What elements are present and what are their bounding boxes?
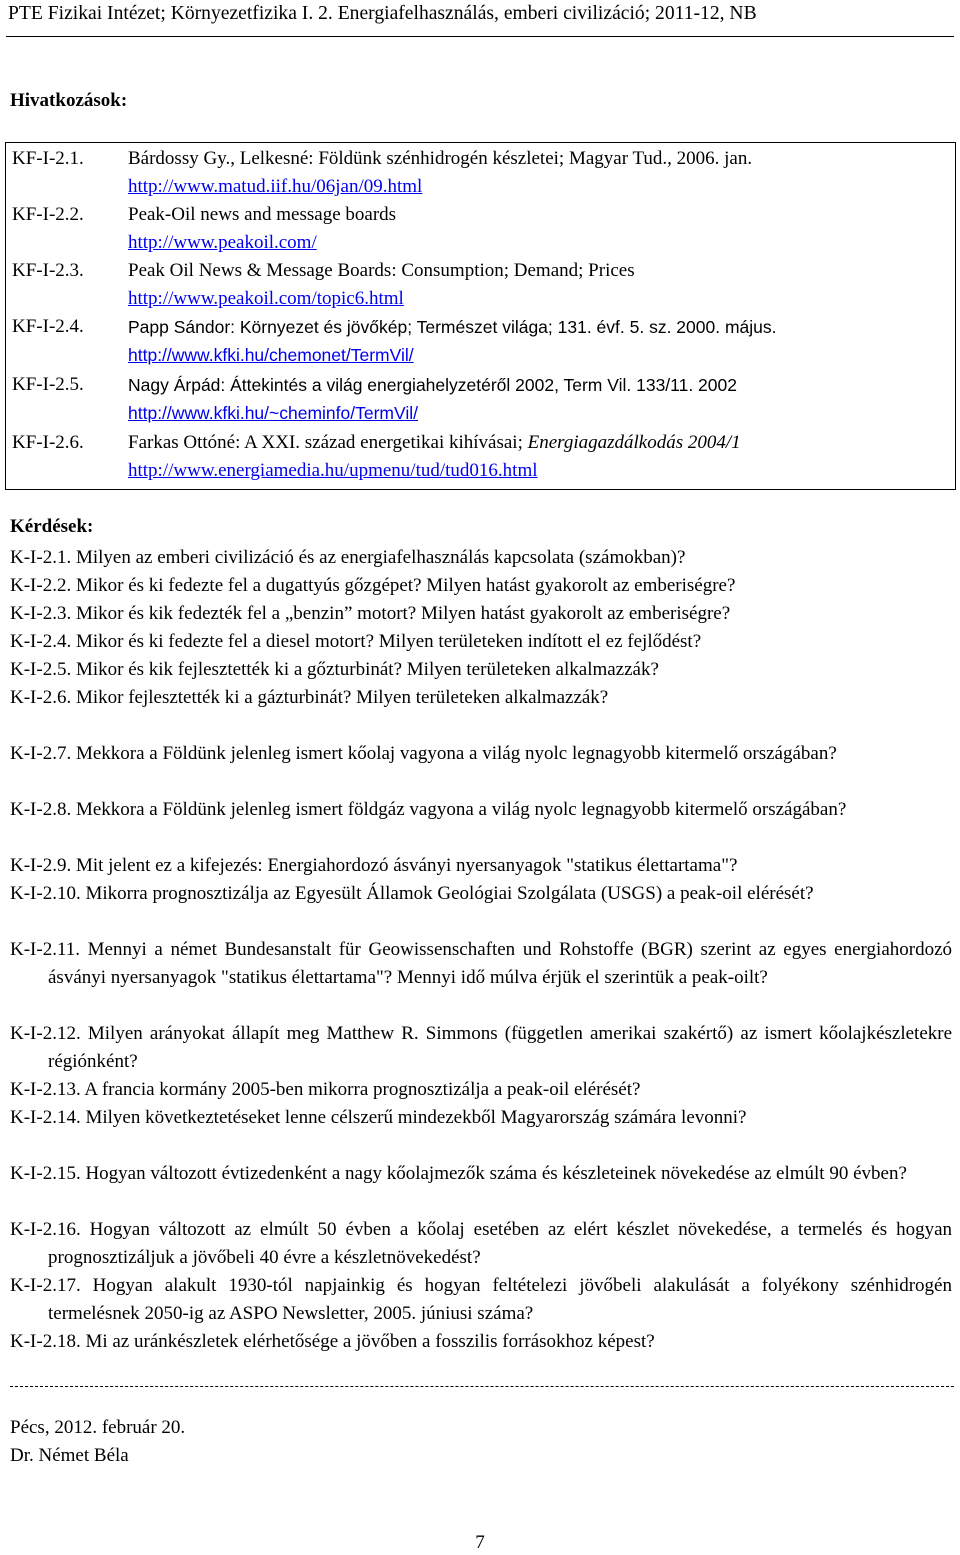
question-text: Mikor és ki fedezte fel a diesel motort? Milyen területeken indított el ez fejlődést? bbox=[75, 631, 702, 652]
author-name: Dr. Német Béla bbox=[10, 1445, 129, 1466]
page-number: 7 bbox=[475, 1532, 485, 1553]
reference-text: Peak Oil News & Message Boards: Consumption; Demand; Prices bbox=[128, 260, 635, 281]
header-rule bbox=[6, 36, 954, 37]
question-id: K-I-2.17. bbox=[10, 1275, 81, 1296]
question-text: Milyen következtetéseket lenne célszerű mindezekből Magyarország számára levonni? bbox=[85, 1107, 747, 1128]
question-item bbox=[10, 544, 685, 572]
running-header bbox=[0, 0, 960, 34]
question-text: Mekkora a Földünk jelenleg ismert kőolaj vagyona a világ nyolc legnagyobb kitermelő országában? bbox=[75, 743, 837, 764]
question-item bbox=[10, 852, 952, 880]
question-id: K-I-2.2. bbox=[10, 575, 72, 596]
question-id: K-I-2.18. bbox=[10, 1331, 81, 1352]
question-text: Mikor és kik fedezték fel a „benzin” motort? Milyen hatást gyakorolt az emberiségre? bbox=[75, 603, 731, 624]
question-item bbox=[10, 796, 952, 824]
reference-link[interactable]: http://www.kfki.hu/chemonet/TermVil/ bbox=[128, 345, 414, 365]
question-text: Mi az uránkészletek elérhetősége a jövőben a fosszilis forrásokhoz képest? bbox=[85, 1331, 655, 1352]
reference-id: KF-I-2.1. bbox=[12, 148, 84, 169]
reference-link[interactable]: http://www.matud.iif.hu/06jan/09.html bbox=[128, 176, 423, 197]
question-item bbox=[10, 1020, 952, 1076]
reference-text-plain: Farkas Ottóné: A XXI. század energetikai kihívásai; bbox=[128, 432, 528, 453]
reference-text bbox=[128, 429, 741, 457]
question-id: K-I-2.1. bbox=[10, 547, 72, 568]
question-text: Mikor és ki fedezte fel a dugattyús gőzgépet? Milyen hatást gyakorolt az emberiségre? bbox=[75, 575, 736, 596]
question-item bbox=[10, 1328, 952, 1356]
dashed-divider bbox=[10, 1386, 954, 1387]
reference-id: KF-I-2.6. bbox=[12, 432, 84, 453]
question-id: K-I-2.16. bbox=[10, 1219, 81, 1240]
question-item bbox=[10, 936, 952, 992]
question-item bbox=[10, 1104, 952, 1132]
question-text: Mit jelent ez a kifejezés: Energiahordozó ásványi nyersanyagok "statikus élettartama"? bbox=[75, 855, 738, 876]
question-text: Milyen arányokat állapít meg Matthew R. Simmons (független amerikai szakértő) az ismert kőolajkészletekre régiónként? bbox=[48, 1023, 953, 1072]
reference-link[interactable]: http://www.kfki.hu/~cheminfo/TermVil/ bbox=[128, 403, 418, 423]
reference-id: KF-I-2.3. bbox=[12, 260, 84, 281]
question-id: K-I-2.3. bbox=[10, 603, 72, 624]
reference-id: KF-I-2.4. bbox=[12, 316, 84, 337]
question-id: K-I-2.8. bbox=[10, 799, 72, 820]
question-id: K-I-2.9. bbox=[10, 855, 72, 876]
question-text: Hogyan változott az elmúlt 50 évben a kőolaj esetében az elért készlet növekedése, a termelés és hogyan prognosztizáljuk a jövőbeli 40 évre a készletnövekedést? bbox=[48, 1219, 953, 1268]
question-item bbox=[10, 880, 952, 908]
reference-text: Nagy Árpád: Áttekintés a világ energiahelyzetéről 2002, Term Vil. 133/11. 2002 bbox=[128, 375, 737, 395]
reference-link[interactable]: http://www.peakoil.com/ bbox=[128, 232, 317, 253]
reference-id: KF-I-2.2. bbox=[12, 204, 84, 225]
reference-link[interactable]: http://www.energiamedia.hu/upmenu/tud/tud016.html bbox=[128, 460, 538, 481]
question-text: A francia kormány 2005-ben mikorra prognosztizálja a peak-oil elérését? bbox=[84, 1079, 641, 1100]
question-item bbox=[10, 1216, 952, 1272]
question-item bbox=[10, 1160, 952, 1188]
place-date: Pécs, 2012. február 20. bbox=[10, 1417, 186, 1438]
question-id: K-I-2.7. bbox=[10, 743, 72, 764]
question-id: K-I-2.6. bbox=[10, 687, 72, 708]
question-id: K-I-2.13. bbox=[10, 1079, 81, 1100]
question-item bbox=[10, 628, 701, 656]
question-text: Hogyan változott évtizedenként a nagy kőolajmezők száma és készleteinek növekedése az elmúlt 90 évben? bbox=[85, 1163, 907, 1184]
references-title: Hivatkozások: bbox=[10, 90, 128, 111]
question-text: Hogyan alakult 1930-tól napjainkig és hogyan feltételezi jövőbeli alakulását a folyékony szénhidrogén termelésnek 2050-ig az ASPO Newsletter, 2005. júniusi száma? bbox=[48, 1275, 952, 1324]
question-text: Milyen az emberi civilizáció és az energiafelhasználás kapcsolata (számokban)? bbox=[75, 547, 686, 568]
question-id: K-I-2.12. bbox=[10, 1023, 81, 1044]
question-item bbox=[10, 600, 730, 628]
question-text: Mennyi a német Bundesanstalt für Geowissenschaften und Rohstoffe (BGR) szerint az egyes energiahordozó ásványi nyersanyagok "statikus élettartama"? Mennyi idő múlva érjük el szerintük a peak-oilt? bbox=[48, 939, 953, 988]
reference-text-journal: Energiagazdálkodás 2004/1 bbox=[527, 432, 741, 453]
reference-id: KF-I-2.5. bbox=[12, 374, 84, 395]
question-text: Mekkora a Földünk jelenleg ismert földgáz vagyona a világ nyolc legnagyobb kitermelő országában? bbox=[75, 799, 847, 820]
question-id: K-I-2.10. bbox=[10, 883, 81, 904]
questions-title: Kérdések: bbox=[10, 516, 94, 537]
question-text: Mikor és kik fejlesztették ki a gőzturbinát? Milyen területeken alkalmazzák? bbox=[75, 659, 659, 680]
reference-link[interactable]: http://www.peakoil.com/topic6.html bbox=[128, 288, 404, 309]
reference-text: Papp Sándor: Környezet és jövőkép; Természet világa; 131. évf. 5. sz. 2000. május. bbox=[128, 317, 777, 337]
question-item bbox=[10, 1076, 952, 1104]
question-id: K-I-2.11. bbox=[10, 939, 80, 960]
running-header-text: PTE Fizikai Intézet; Környezetfizika I. 2. Energiafelhasználás, emberi civilizáció; 2011-12, NB bbox=[8, 3, 757, 24]
question-text: Mikorra prognosztizálja az Egyesült Államok Geológiai Szolgálata (USGS) a peak-oil elérését? bbox=[85, 883, 814, 904]
question-id: K-I-2.5. bbox=[10, 659, 72, 680]
reference-text: Bárdossy Gy., Lelkesné: Földünk szénhidrogén készletei; Magyar Tud., 2006. jan. bbox=[128, 148, 753, 169]
question-item bbox=[10, 684, 608, 712]
question-item bbox=[10, 572, 735, 600]
question-id: K-I-2.15. bbox=[10, 1163, 81, 1184]
question-id: K-I-2.4. bbox=[10, 631, 72, 652]
reference-text: Peak-Oil news and message boards bbox=[128, 204, 397, 225]
question-item bbox=[10, 740, 952, 768]
question-item bbox=[10, 656, 659, 684]
question-id: K-I-2.14. bbox=[10, 1107, 81, 1128]
question-item bbox=[10, 1272, 952, 1328]
question-text: Mikor fejlesztették ki a gázturbinát? Milyen területeken alkalmazzák? bbox=[75, 687, 609, 708]
references-table bbox=[5, 142, 956, 490]
